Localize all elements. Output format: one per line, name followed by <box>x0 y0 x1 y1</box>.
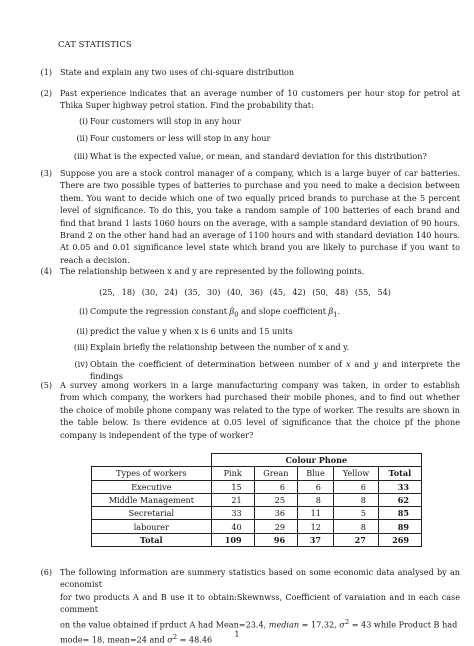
total-label: Total <box>92 533 212 546</box>
sub-question-number: (i) <box>79 305 88 316</box>
table-cell: 21 <box>211 493 254 506</box>
subscript: 1 <box>333 310 338 319</box>
sub-question <box>73 150 460 162</box>
table-corner-cell <box>92 454 212 467</box>
column-total: 27 <box>333 533 378 546</box>
sub-question-number: (i) <box>79 115 88 126</box>
sub-question-text: Obtain the coefficient of determination between number of <box>90 358 346 369</box>
table-cell: 12 <box>298 520 334 533</box>
sub-question-text: and slope coefficient <box>238 305 329 316</box>
table-total-row <box>92 533 422 546</box>
question-text: A survey among workers in a large manufacturing company was taken, in order to establish from which company, the workers had purchased their mobile phones, and to find out whether the choice of mobile phone company was related to the type of worker. The results are shown in the table below. Is there evidence at 0.05 level of significance that the choice pf the phone company is independent of the type of worker? <box>60 380 460 440</box>
table-cell: 6 <box>298 480 334 493</box>
contingency-table <box>91 453 422 547</box>
sub-question <box>76 325 460 337</box>
table-cell: 25 <box>254 493 297 506</box>
row-total: 89 <box>378 520 421 533</box>
table-cell: 6 <box>333 480 378 493</box>
column-header: Types of workers <box>92 467 212 480</box>
table-cell: 15 <box>211 480 254 493</box>
table-group-header: Colour Phone <box>211 454 421 467</box>
sub-question-text: Compute the regression constant <box>90 305 230 316</box>
sub-question-text: and interprete the findings <box>90 358 460 382</box>
sub-question-list <box>60 115 460 162</box>
column-header: Grean <box>254 467 297 480</box>
beta-symbol: β <box>229 305 235 316</box>
table-group-header-row <box>92 454 422 467</box>
question-number: (5) <box>40 380 52 390</box>
table-cell: 33 <box>211 507 254 520</box>
question-1 <box>30 66 460 78</box>
table-cell: 40 <box>211 520 254 533</box>
sub-question-text: Four customers will stop in any hour <box>90 115 241 126</box>
question-number: (1) <box>40 67 52 77</box>
median-symbol: median <box>268 619 300 630</box>
text-fragment: mode= 18, mean=24 and <box>60 634 168 645</box>
question-2 <box>30 87 460 162</box>
row-label: Secretarial <box>92 507 212 520</box>
row-label: labourer <box>92 520 212 533</box>
sub-question-text: . <box>337 305 341 316</box>
variable-y: y <box>373 358 379 369</box>
table-row <box>92 480 422 493</box>
table-cell: 36 <box>254 507 297 520</box>
sub-question <box>76 132 460 144</box>
question-number: (3) <box>40 168 52 178</box>
text-fragment: on the value obtained if prduct A had Mean=23.4, <box>60 619 269 630</box>
question-line: for two products A and B use it to obtain:Skewnwss, Coefficient of varaiation and in each case comment <box>60 591 460 615</box>
question-line: The following information are summery statistics based on some economic data analysed by an economist <box>60 567 460 590</box>
sub-question-number: (ii) <box>76 133 88 144</box>
question-5 <box>30 379 460 441</box>
column-header: Yellow <box>333 467 378 480</box>
table-cell: 8 <box>298 493 334 506</box>
variable-x: x <box>345 358 351 369</box>
sigma-symbol: σ <box>339 619 345 630</box>
table-cell: 6 <box>254 480 297 493</box>
text-fragment: = 48.46 <box>177 634 213 645</box>
table-cell: 5 <box>333 507 378 520</box>
table-cell: 8 <box>333 520 378 533</box>
document-title: CAT STATISTICS <box>58 39 132 49</box>
question-text: The relationship between x and y are represented by the following points. <box>60 266 365 276</box>
sub-question-number: (iii) <box>73 150 88 161</box>
question-3 <box>30 167 460 266</box>
text-fragment: = 17.32, <box>299 619 340 630</box>
sub-question-number: (iii) <box>73 342 88 353</box>
sub-question-text: and <box>350 358 374 369</box>
grand-total: 269 <box>378 533 421 546</box>
sub-question-list <box>60 305 460 383</box>
row-label: Middle Management <box>92 493 212 506</box>
sub-question-text: What is the expected value, or mean, and standard deviation for this distribution? <box>90 150 427 161</box>
sub-question-text: Explain briefly the relationship between the number of x and y. <box>90 342 350 353</box>
column-total: 109 <box>211 533 254 546</box>
data-points: (25, 18) (30, 24) (35, 30) (40, 36) (45, 42) (50, 48) (55, 54) <box>99 287 391 298</box>
sub-question-text: predict the value y when x is 6 units and 15 units <box>90 325 293 336</box>
row-total: 33 <box>378 480 421 493</box>
question-number: (6) <box>40 567 52 577</box>
column-header: Pink <box>211 467 254 480</box>
beta-symbol: β <box>328 305 334 316</box>
sub-question-number: (iv) <box>74 358 88 369</box>
question-text: Past experience indicates that an average number of 10 customers per hour stop for petrol at Thika Super highway petrol station. Find the probability that: <box>60 88 460 111</box>
column-total: 37 <box>298 533 334 546</box>
sub-question-text: Four customers or less will stop in any hour <box>90 133 271 144</box>
column-header: Blue <box>298 467 334 480</box>
page-number: 1 <box>234 629 240 639</box>
table-header-row <box>92 467 422 480</box>
sigma-symbol: σ <box>167 634 173 645</box>
superscript: 2 <box>172 632 178 641</box>
sub-question <box>73 341 460 353</box>
subscript: 0 <box>234 310 239 319</box>
question-text: State and explain any two uses of chi-square distribution <box>60 67 295 77</box>
table-row <box>92 493 422 506</box>
question-number: (2) <box>40 88 52 98</box>
table-row <box>92 507 422 520</box>
question-4 <box>30 265 460 382</box>
row-total: 85 <box>378 507 421 520</box>
table-cell: 29 <box>254 520 297 533</box>
superscript: 2 <box>344 617 350 626</box>
row-total: 62 <box>378 493 421 506</box>
table-cell: 11 <box>298 507 334 520</box>
sub-question <box>79 115 460 127</box>
question-number: (4) <box>40 266 52 276</box>
question-text: Suppose you are a stock control manager of a company, which is a large buyer of car batteries. There are two possible types of batteries to purchase and you need to make a decision between them. You want to decide which one of two equally priced brands to purchase at the 5 percent level of significance. To do this, you take a random sample of 100 batteries of each brand and find that brand 1 lasts 1060 hours on the average, with a sample standard deviation of 90 hours. Brand 2 on the other hand had an average of 1100 hours and with standard deviation 140 hours. At 0.05 and 0.01 significance level state which brand you are likely to purchase if you want to reach a decision. <box>60 168 460 265</box>
table-row <box>92 520 422 533</box>
table-cell: 8 <box>333 493 378 506</box>
column-total: 96 <box>254 533 297 546</box>
column-header: Total <box>378 467 421 480</box>
row-label: Executive <box>92 480 212 493</box>
text-fragment: = 43 while Product B had <box>349 619 458 630</box>
sub-question <box>79 305 460 321</box>
sub-question-number: (ii) <box>76 325 88 336</box>
